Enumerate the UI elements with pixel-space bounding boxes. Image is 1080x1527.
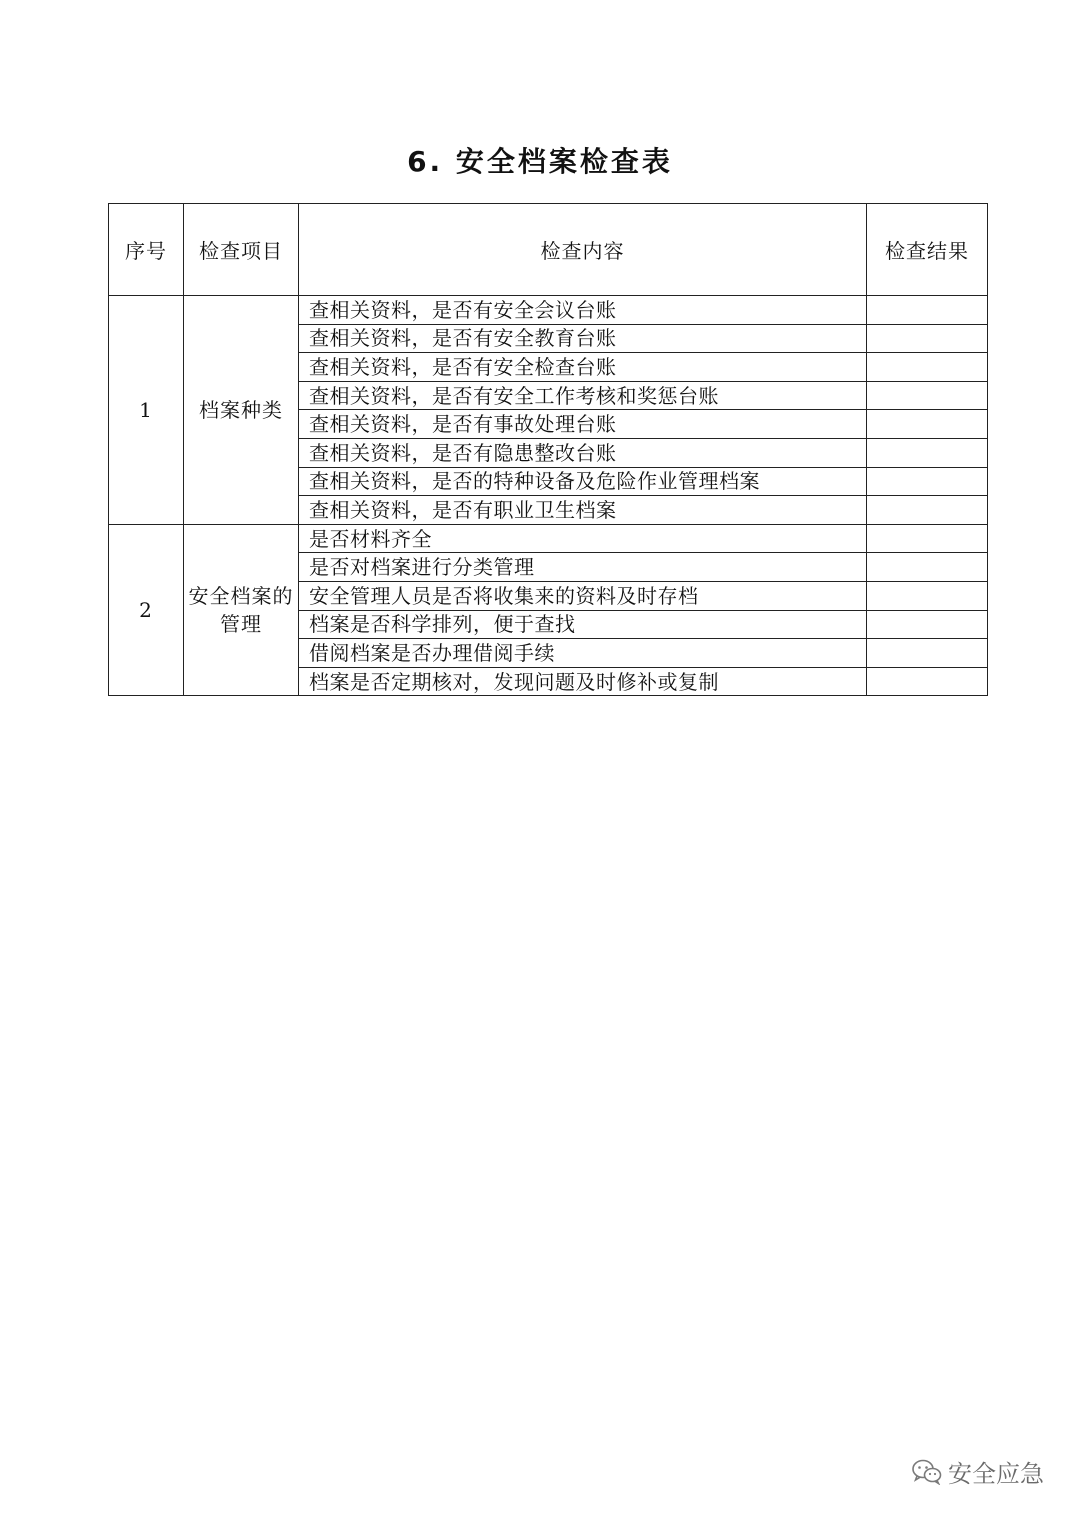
- header-item: 检查项目: [184, 204, 299, 296]
- check-content-cell: 安全管理人员是否将收集来的资料及时存档: [299, 581, 867, 610]
- check-content-cell: 查相关资料，是否有隐患整改台账: [299, 438, 867, 467]
- check-item-cell: 安全档案的管理: [184, 524, 299, 696]
- check-content-cell: 是否对档案进行分类管理: [299, 553, 867, 582]
- check-result-cell[interactable]: [867, 410, 988, 439]
- check-result-cell[interactable]: [867, 438, 988, 467]
- check-content-cell: 查相关资料，是否有安全教育台账: [299, 324, 867, 353]
- table-header-row: [109, 204, 988, 296]
- check-result-cell[interactable]: [867, 524, 988, 553]
- check-result-cell[interactable]: [867, 581, 988, 610]
- check-result-cell[interactable]: [867, 639, 988, 668]
- check-item-cell: 档案种类: [184, 296, 299, 525]
- check-result-cell[interactable]: [867, 610, 988, 639]
- check-content-cell: 查相关资料，是否的特种设备及危险作业管理档案: [299, 467, 867, 496]
- header-content: 检查内容: [299, 204, 867, 296]
- check-result-cell[interactable]: [867, 296, 988, 325]
- wechat-icon: [912, 1459, 942, 1485]
- check-content-cell: 查相关资料，是否有安全工作考核和奖惩台账: [299, 381, 867, 410]
- check-result-cell[interactable]: [867, 667, 988, 696]
- check-result-cell[interactable]: [867, 467, 988, 496]
- watermark: [912, 1454, 1044, 1489]
- check-content-cell: 是否材料齐全: [299, 524, 867, 553]
- table-body: [109, 296, 988, 696]
- check-result-cell[interactable]: [867, 553, 988, 582]
- check-content-cell: 查相关资料，是否有安全检查台账: [299, 353, 867, 382]
- check-content-cell: 查相关资料，是否有职业卫生档案: [299, 496, 867, 525]
- watermark-text: 安全应急: [948, 1460, 1044, 1488]
- seq-cell: 1: [109, 296, 184, 525]
- header-seq: 序号: [109, 204, 184, 296]
- check-result-cell[interactable]: [867, 381, 988, 410]
- check-result-cell[interactable]: [867, 353, 988, 382]
- page-title: 6. 安全档案检查表: [407, 145, 673, 178]
- table-row: [109, 524, 988, 553]
- check-content-cell: 查相关资料，是否有事故处理台账: [299, 410, 867, 439]
- check-result-cell[interactable]: [867, 496, 988, 525]
- check-content-cell: 查相关资料，是否有安全会议台账: [299, 296, 867, 325]
- check-content-cell: 档案是否定期核对，发现问题及时修补或复制: [299, 667, 867, 696]
- seq-cell: 2: [109, 524, 184, 696]
- header-result: 检查结果: [867, 204, 988, 296]
- inspection-table: [108, 203, 988, 696]
- check-content-cell: 档案是否科学排列，便于查找: [299, 610, 867, 639]
- check-result-cell[interactable]: [867, 324, 988, 353]
- table-row: [109, 296, 988, 325]
- check-content-cell: 借阅档案是否办理借阅手续: [299, 639, 867, 668]
